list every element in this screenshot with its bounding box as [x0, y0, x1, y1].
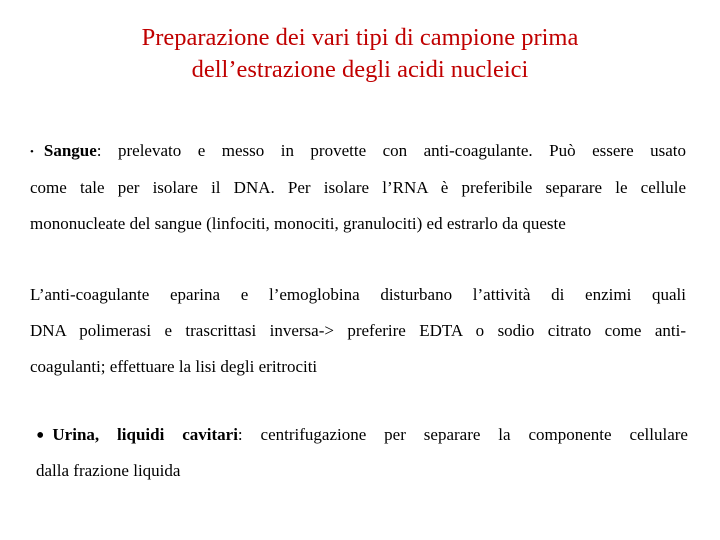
note-line-3: coagulanti; effettuare la lisi degli eritrociti [30, 357, 318, 376]
title-line-1: Preparazione dei vari tipi di campione prima [141, 24, 579, 51]
note-line-1: L’anti-coagulante eparina e l’emoglobina disturbano l’attività di enzimi quali [30, 285, 686, 304]
urine-line-1-text: : centrifugazione per separare la componente cellulare [237, 425, 688, 444]
blood-term: Sangue [43, 141, 97, 160]
title-line-2: dell’estrazione degli acidi nucleici [191, 56, 529, 83]
blood-paragraph [30, 133, 686, 242]
note-line-2: DNA polimerasi e trascrittasi inversa-> preferire EDTA o sodio citrato come anti- [30, 321, 686, 340]
bullet-icon: • [36, 423, 45, 449]
slide-title [60, 22, 660, 86]
blood-line-1 [30, 133, 686, 170]
blood-line-2: come tale per isolare il DNA. Per isolare l’RNA è preferibile separare le cellule [30, 178, 686, 198]
urine-term: Urina, liquidi cavitari [52, 425, 238, 444]
urine-paragraph [36, 417, 688, 489]
blood-line-1-text: : prelevato e messo in provette con anti-coagulante. Può essere usato [96, 141, 686, 160]
anticoagulant-note-paragraph [30, 277, 686, 385]
blood-line-3: mononucleate del sangue (linfociti, monociti, granulociti) ed estrarlo da queste [30, 214, 566, 234]
bullet-icon: • [30, 146, 34, 159]
urine-line-1 [36, 417, 688, 453]
urine-line-2: dalla frazione liquida [36, 461, 181, 480]
